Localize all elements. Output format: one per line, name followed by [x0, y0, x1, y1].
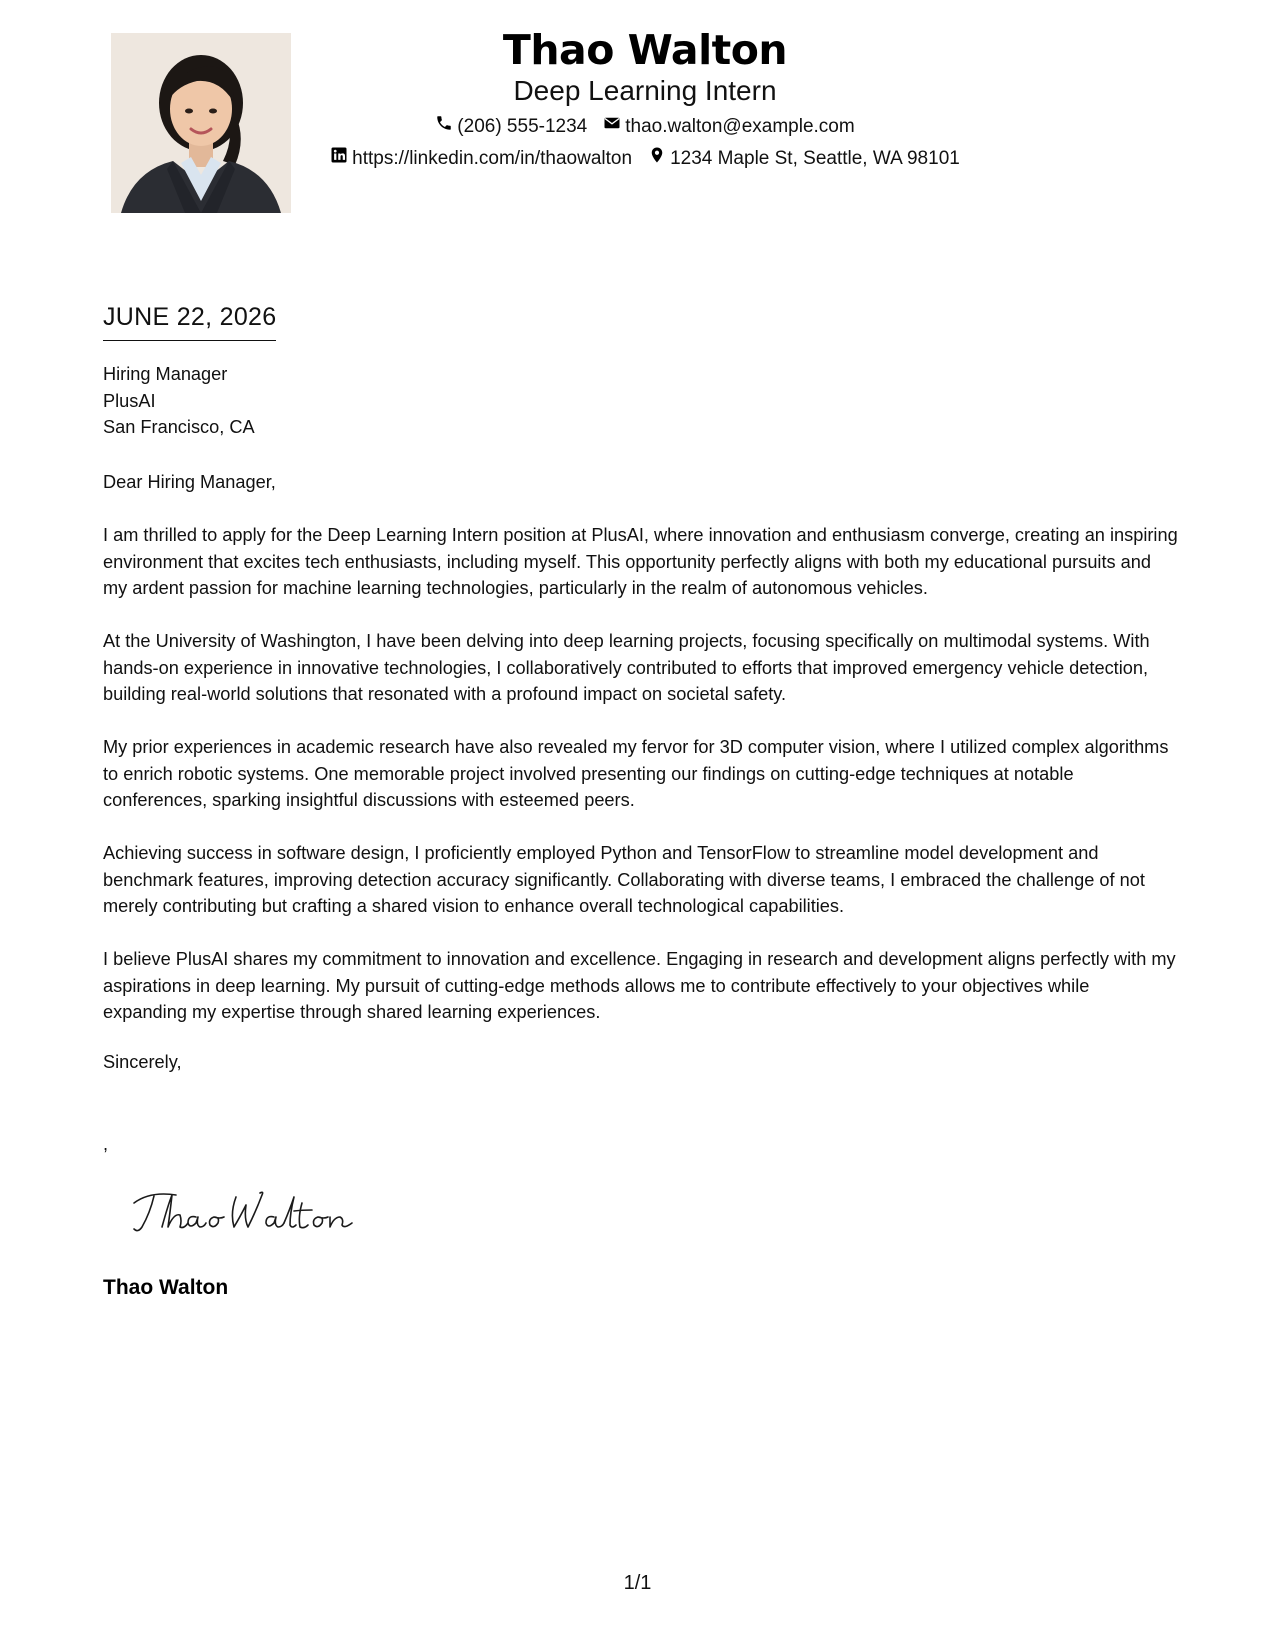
letter-date: JUNE 22, 2026 — [103, 300, 276, 341]
contact-line-2 — [300, 146, 990, 172]
closing: Sincerely, — [103, 1052, 182, 1072]
profile-photo — [111, 33, 291, 213]
phone-icon — [435, 114, 453, 140]
paragraph-1: I am thrilled to apply for the Deep Learning Intern position at PlusAI, where innovation and enthusiasm converge, creating an inspiring environment that excites tech enthusiasts, including myself. This opportunity perfectly aligns with both my educational pursuits and my ardent passion for machine learning technologies, particularly in the realm of autonomous vehicles. — [103, 525, 1178, 598]
handwritten-signature — [130, 1183, 360, 1243]
header — [300, 24, 990, 172]
paragraph-2: At the University of Washington, I have been delving into deep learning projects, focusing specifically on multimodal systems. With hands-on experience in innovative technologies, I collaboratively contributed to efforts that improved emergency vehicle detection, building real-world solutions that resonated with a profound impact on societal safety. — [103, 631, 1150, 704]
contact-address: 1234 Maple St, Seattle, WA 98101 — [648, 146, 960, 172]
closing-comma: , — [103, 1134, 109, 1154]
envelope-icon — [603, 114, 621, 140]
contact-linkedin[interactable]: https://linkedin.com/in/thaowalton — [330, 146, 632, 172]
applicant-role: Deep Learning Intern — [513, 75, 777, 106]
recipient-block — [103, 361, 1178, 441]
signer-name: Thao Walton — [103, 1276, 229, 1299]
contact-line-1 — [300, 114, 990, 140]
recipient-company: PlusAI — [103, 390, 156, 411]
map-pin-icon — [648, 146, 666, 172]
paragraph-5: I believe PlusAI shares my commitment to innovation and excellence. Engaging in research and development aligns perfectly with my aspirations in deep learning. My pursuit of cutting-edge methods allows me to contribute effectively to your objectives while expanding my expertise through shared learning experiences. — [103, 949, 1176, 1022]
recipient-location: San Francisco, CA — [103, 417, 255, 437]
page-number: 1/1 — [623, 1572, 652, 1594]
contact-phone: (206) 555-1234 — [435, 114, 587, 140]
contact-email[interactable]: thao.walton@example.com — [603, 114, 854, 140]
paragraph-3: My prior experiences in academic research have also revealed my fervor for 3D computer vision, where I utilized complex algorithms to enrich robotic systems. One memorable project involved presenting our findings on cutting-edge techniques at notable conferences, sparking insightful discussions with esteemed peers. — [103, 737, 1169, 810]
paragraph-4: Achieving success in software design, I proficiently employed Python and TensorFlow to streamline model development and benchmark features, improving detection accuracy significantly. Collaborating with diverse teams, I embraced the challenge of not merely contributing but crafting a shared vision to enhance overall technological capabilities. — [103, 843, 1145, 916]
salutation: Dear Hiring Manager, — [103, 472, 276, 492]
linkedin-icon — [330, 146, 348, 172]
recipient-title: Hiring Manager — [103, 364, 228, 384]
letter-body — [103, 522, 1178, 1052]
applicant-name: Thao Walton — [502, 26, 788, 74]
